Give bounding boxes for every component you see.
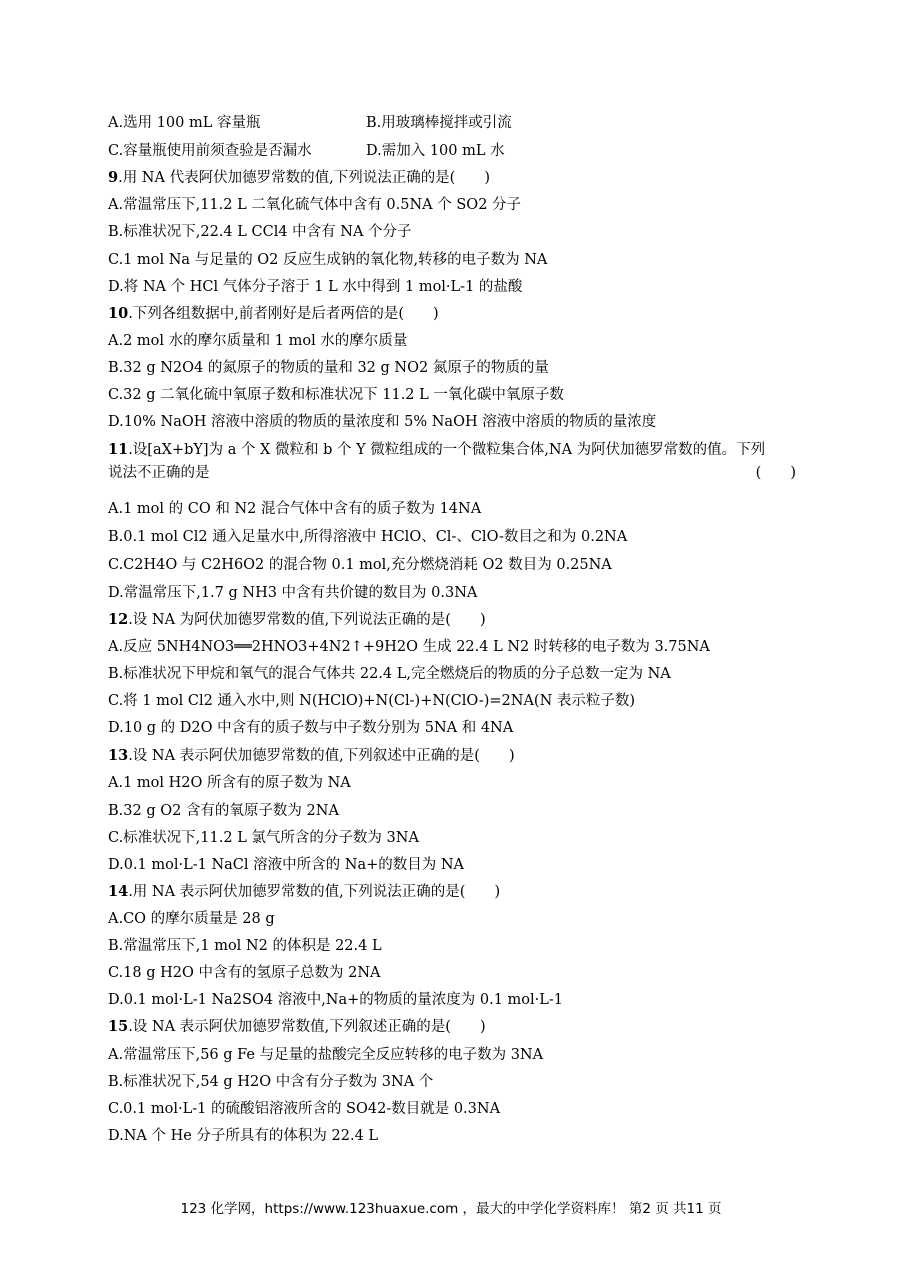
option-line: A.反应 5NH4NO3══2HNO3+4N2↑+9H2O 生成 22.4 L N2 时转移的电子数为 3.75NA: [108, 639, 710, 655]
option-line: D.将 NA 个 HCl 气体分子溶于 1 L 水中得到 1 mol·L-1 的盐酸: [108, 279, 523, 295]
option-row: [108, 113, 512, 133]
option-line: C.C2H4O 与 C2H6O2 的混合物 0.1 mol,充分燃烧消耗 O2 数目为 0.25NA: [108, 557, 612, 573]
question-text-continued: [108, 463, 796, 483]
option-line: C.18 g H2O 中含有的氢原子总数为 2NA: [108, 965, 381, 981]
option-line: B.标准状况下,54 g H2O 中含有分子数为 3NA 个: [108, 1074, 434, 1090]
option-line: B.0.1 mol Cl2 通入足量水中,所得溶液中 HClO、Cl-、ClO-数目之和为 0.2NA: [108, 529, 628, 545]
option-b: B.用玻璃棒搅拌或引流: [366, 115, 512, 131]
option-d: D.需加入 100 mL 水: [366, 143, 505, 159]
question-14: [108, 882, 500, 902]
option-line: A.2 mol 水的摩尔质量和 1 mol 水的摩尔质量: [108, 333, 408, 349]
option-line: A.常温常压下,56 g Fe 与足量的盐酸完全反应转移的电子数为 3NA: [108, 1047, 544, 1063]
option-line: C.0.1 mol·L-1 的硫酸铝溶液所含的 SO42-数目就是 0.3NA: [108, 1101, 501, 1117]
question-9: [108, 168, 490, 188]
option-line: D.10% NaOH 溶液中溶质的物质的量浓度和 5% NaOH 溶液中溶质的物质的量浓度: [108, 414, 657, 430]
option-line: B.标准状况下,22.4 L CCl4 中含有 NA 个分子: [108, 224, 412, 240]
option-line: D.常温常压下,1.7 g NH3 中含有共价键的数目为 0.3NA: [108, 585, 478, 601]
page-footer: 123 化学网，https://www.123huaxue.com ，最大的中学化学资料库！ 第2 页 共11 页: [180, 1201, 722, 1217]
option-line: D.0.1 mol·L-1 Na2SO4 溶液中,Na+的物质的量浓度为 0.1 mol·L-1: [108, 992, 564, 1008]
option-line: D.0.1 mol·L-1 NaCl 溶液中所含的 Na+的数目为 NA: [108, 857, 465, 873]
question-10: [108, 304, 439, 324]
question-number: 13: [108, 747, 129, 764]
question-number: 15: [108, 1018, 129, 1035]
option-line: C.将 1 mol Cl2 通入水中,则 N(HClO)+N(Cl-)+N(ClO-)=2NA(N 表示粒子数): [108, 693, 636, 709]
question-text: 说法不正确的是: [108, 465, 210, 481]
question-11: [108, 440, 765, 460]
question-text: .设 NA 表示阿伏加德罗常数的值,下列叙述中正确的是( ): [128, 748, 515, 764]
option-a: A.选用 100 mL 容量瓶: [108, 115, 261, 131]
option-line: C.32 g 二氧化硫中氧原子数和标准状况下 11.2 L 一氧化碳中氧原子数: [108, 387, 564, 403]
question-number: 9: [108, 169, 119, 186]
option-line: C.1 mol Na 与足量的 O2 反应生成钠的氧化物,转移的电子数为 NA: [108, 252, 548, 268]
question-number: 10: [108, 305, 129, 322]
option-line: B.32 g N2O4 的氮原子的物质的量和 32 g NO2 氮原子的物质的量: [108, 360, 549, 376]
option-line: B.常温常压下,1 mol N2 的体积是 22.4 L: [108, 938, 382, 954]
option-line: A.1 mol H2O 所含有的原子数为 NA: [108, 775, 351, 791]
option-line: D.10 g 的 D2O 中含有的质子数与中子数分别为 5NA 和 4NA: [108, 720, 514, 736]
option-line: A.常温常压下,11.2 L 二氧化硫气体中含有 0.5NA 个 SO2 分子: [108, 197, 522, 213]
question-15: [108, 1017, 486, 1037]
option-line: B.32 g O2 含有的氧原子数为 2NA: [108, 803, 339, 819]
option-line: D.NA 个 He 分子所具有的体积为 22.4 L: [108, 1128, 379, 1144]
question-text: .用 NA 代表阿伏加德罗常数的值,下列说法正确的是( ): [118, 170, 491, 186]
option-row: [108, 141, 505, 161]
question-text: .用 NA 表示阿伏加德罗常数的值,下列说法正确的是( ): [128, 884, 501, 900]
question-13: [108, 746, 515, 766]
question-number: 11: [108, 441, 129, 458]
answer-paren: ( ): [755, 465, 796, 481]
question-text: .设 NA 表示阿伏加德罗常数值,下列叙述正确的是( ): [128, 1019, 486, 1035]
option-line: C.标准状况下,11.2 L 氯气所含的分子数为 3NA: [108, 830, 419, 846]
option-line: A.CO 的摩尔质量是 28 g: [108, 911, 275, 927]
question-number: 14: [108, 883, 129, 900]
option-c: C.容量瓶使用前须查验是否漏水: [108, 143, 312, 159]
question-text: .设 NA 为阿伏加德罗常数的值,下列说法正确的是( ): [128, 612, 486, 628]
option-line: B.标准状况下甲烷和氧气的混合气体共 22.4 L,完全燃烧后的物质的分子总数一定为 NA: [108, 666, 671, 682]
question-text: .下列各组数据中,前者刚好是后者两倍的是( ): [128, 306, 439, 322]
question-number: 12: [108, 611, 129, 628]
option-line: A.1 mol 的 CO 和 N2 混合气体中含有的质子数为 14NA: [108, 501, 482, 517]
question-12: [108, 610, 486, 630]
question-text: .设[aX+bY]为 a 个 X 微粒和 b 个 Y 微粒组成的一个微粒集合体,NA 为阿伏加德罗常数的值。下列: [128, 442, 766, 458]
